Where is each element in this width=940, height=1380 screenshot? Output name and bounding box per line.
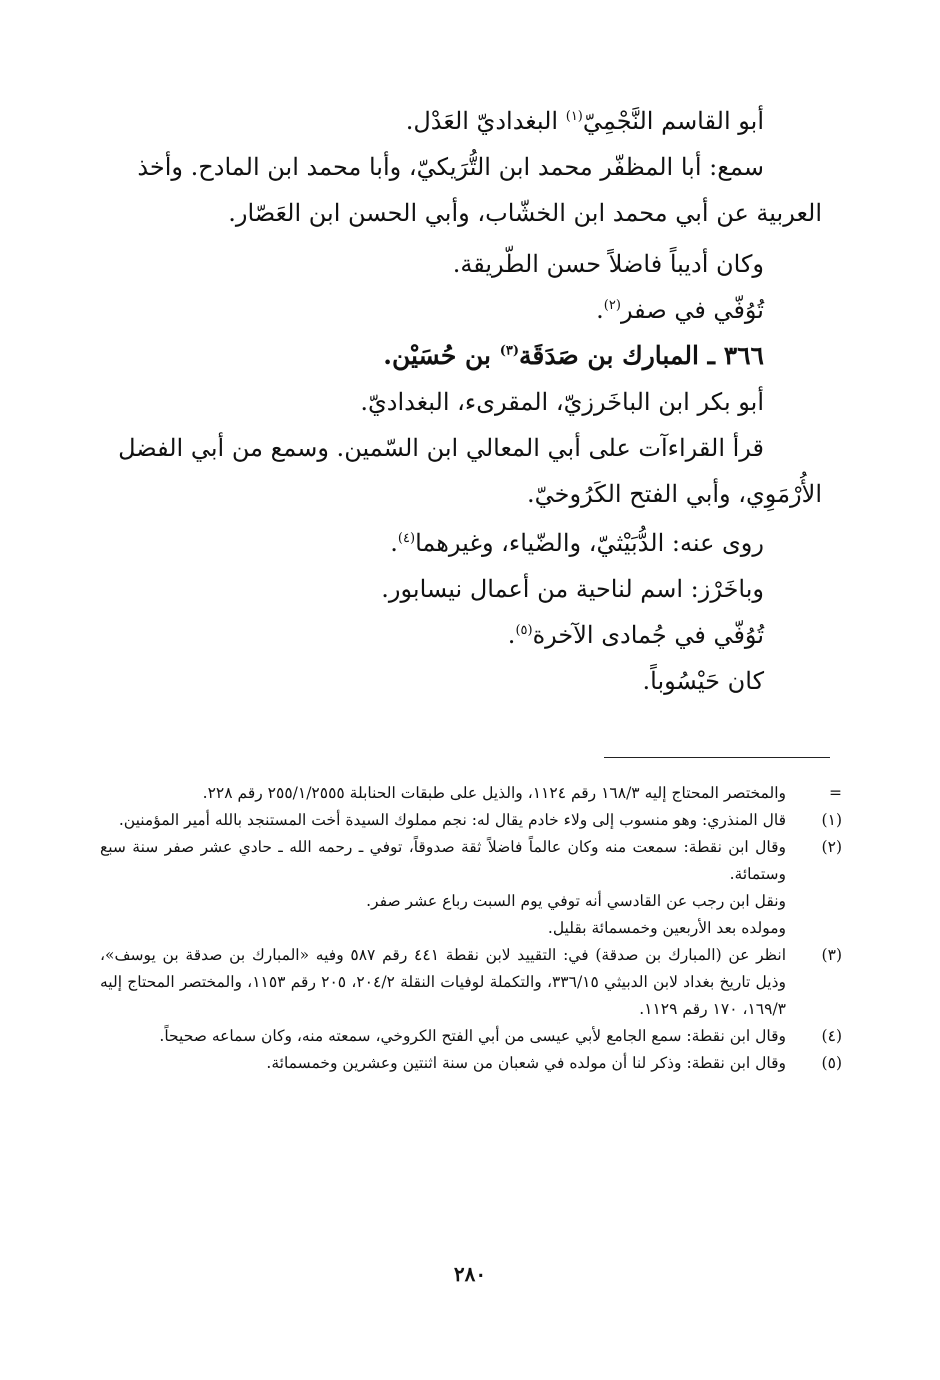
footnote-item [100,1050,842,1077]
footnote-text: قال المنذري: وهو منسوب إلى ولاء خادم يقال له: نجم مملوك السيدة أخت المستنجد بالله أمير المؤمنين. [118,811,786,829]
page-number: ٢٨٠ [453,1262,487,1286]
body-line: وكان أديباً فاضلاً حسن الطّريقة. [452,250,764,278]
footnote-marker[interactable]: (٣) [499,343,520,359]
footnote-text: والمختصر المحتاج إليه ١٦٨/٣ رقم ١١٢٤، والذيل على طبقات الحنابلة ٢٥٥/١/٢٥٥٥ رقم ٢٢٨. [202,784,786,802]
entry-heading: ٣٦٦ ـ المبارك بن صَدَقَة$^{(٣)}$ بن حُسَيْن. [383,341,764,370]
footnote-item [100,780,842,807]
body-line: روى عنه: الدُّبَيْثيّ، والضّياء، وغيرهما$^{(٤)}$. [390,529,764,557]
footnote-marker[interactable]: (٤) [397,531,416,546]
footnote-item [100,942,842,1023]
body-line: قرأ القراءآت على أبي المعالي ابن السّمين. وسمع من أبي الفضل [118,434,764,462]
body-line: تُوُفّي في صفر$^{(٢)}$. [596,296,764,324]
footnote-text: وقال ابن نقطة: وذكر لنا أن مولده في شعبان من سنة اثنتين وعشرين وخمسمائة. [266,1054,786,1072]
footnote-number: (١) [821,811,842,829]
body-line: تُوُفّي في جُمادى الآخرة$^{(٥)}$. [507,621,764,649]
body-line: العربية عن أبي محمد ابن الخشّاب، وأبي الحسن ابن العَصّار. [228,199,822,227]
footnote-number: (٢) [821,838,842,856]
body-text-block-3 [100,520,822,704]
footnote-marker[interactable]: (٥) [515,623,533,638]
footnote-number: (٤) [821,1027,842,1045]
footnote-number: = [829,784,842,802]
footnote-item [100,1023,842,1050]
footnotes-block [100,780,842,1077]
body-line: الأُرْمَوِي، وأبي الفتح الكَرُوخيّ. [527,480,822,508]
body-line: أبو القاسم النَّجْمِيّ$^{(١)}$ البغداديّ العَدْل. [405,107,764,135]
body-line: كان حَيْسُوباً. [642,667,764,695]
footnote-text: ومولده بعد الأربعين وخمسمائة بقليل. [547,919,786,937]
body-text-block-1 [100,98,822,236]
footnote-number: (٥) [821,1054,842,1072]
footnote-marker[interactable]: (١) [565,109,583,124]
entry-heading-block [100,333,822,517]
body-line: أبو بكر ابن الباخَرزيّ، المقرىء، البغداديّ. [360,388,764,416]
footnote-item [100,834,842,942]
footnote-text: وقال ابن نقطة: سمعت منه وكان عالماً فاضلاً ثقة صدوقاً، توفي ـ رحمه الله ـ حادي عشر صفر سنة سبع وستمائة. [100,838,786,883]
body-line: سمع: أبا المظفّر محمد ابن التُّرَيكيّ، وأبا محمد ابن المادح. وأخذ [137,153,764,181]
footnote-text: ونقل ابن رجب عن القادسي أنه توفي يوم السبت رباع عشر صفر. [366,892,786,910]
footnote-number: (٣) [821,946,842,964]
footnote-divider [604,757,830,758]
footnote-item [100,807,842,834]
footnote-text: انظر عن (المبارك بن صدقة) في: التقييد لابن نقطة ٤٤١ رقم ٥٨٧ وفيه «المبارك بن صدقة بن يوسف»، وذيل تاريخ بغداد لابن الدبيثي ٣٣٦/١٥، والتكملة لوفيات النقلة ٢٠٤/٢، ٢٠٥ رقم ١١٥٣، والمختصر المحتاج إليه ١٦٩/٣، ١٧٠ رقم ١١٢٩. [100,946,787,1018]
footnote-marker[interactable]: (٢) [603,298,621,313]
body-text-block-2 [100,241,822,333]
body-line: وباخَرْز: اسم لناحية من أعمال نيسابور. [381,575,764,603]
footnote-text: وقال ابن نقطة: سمع الجامع لأبي عيسى من أبي الفتح الكروخي، سمعته منه، وكان سماعه صحيحاً. [159,1027,786,1045]
